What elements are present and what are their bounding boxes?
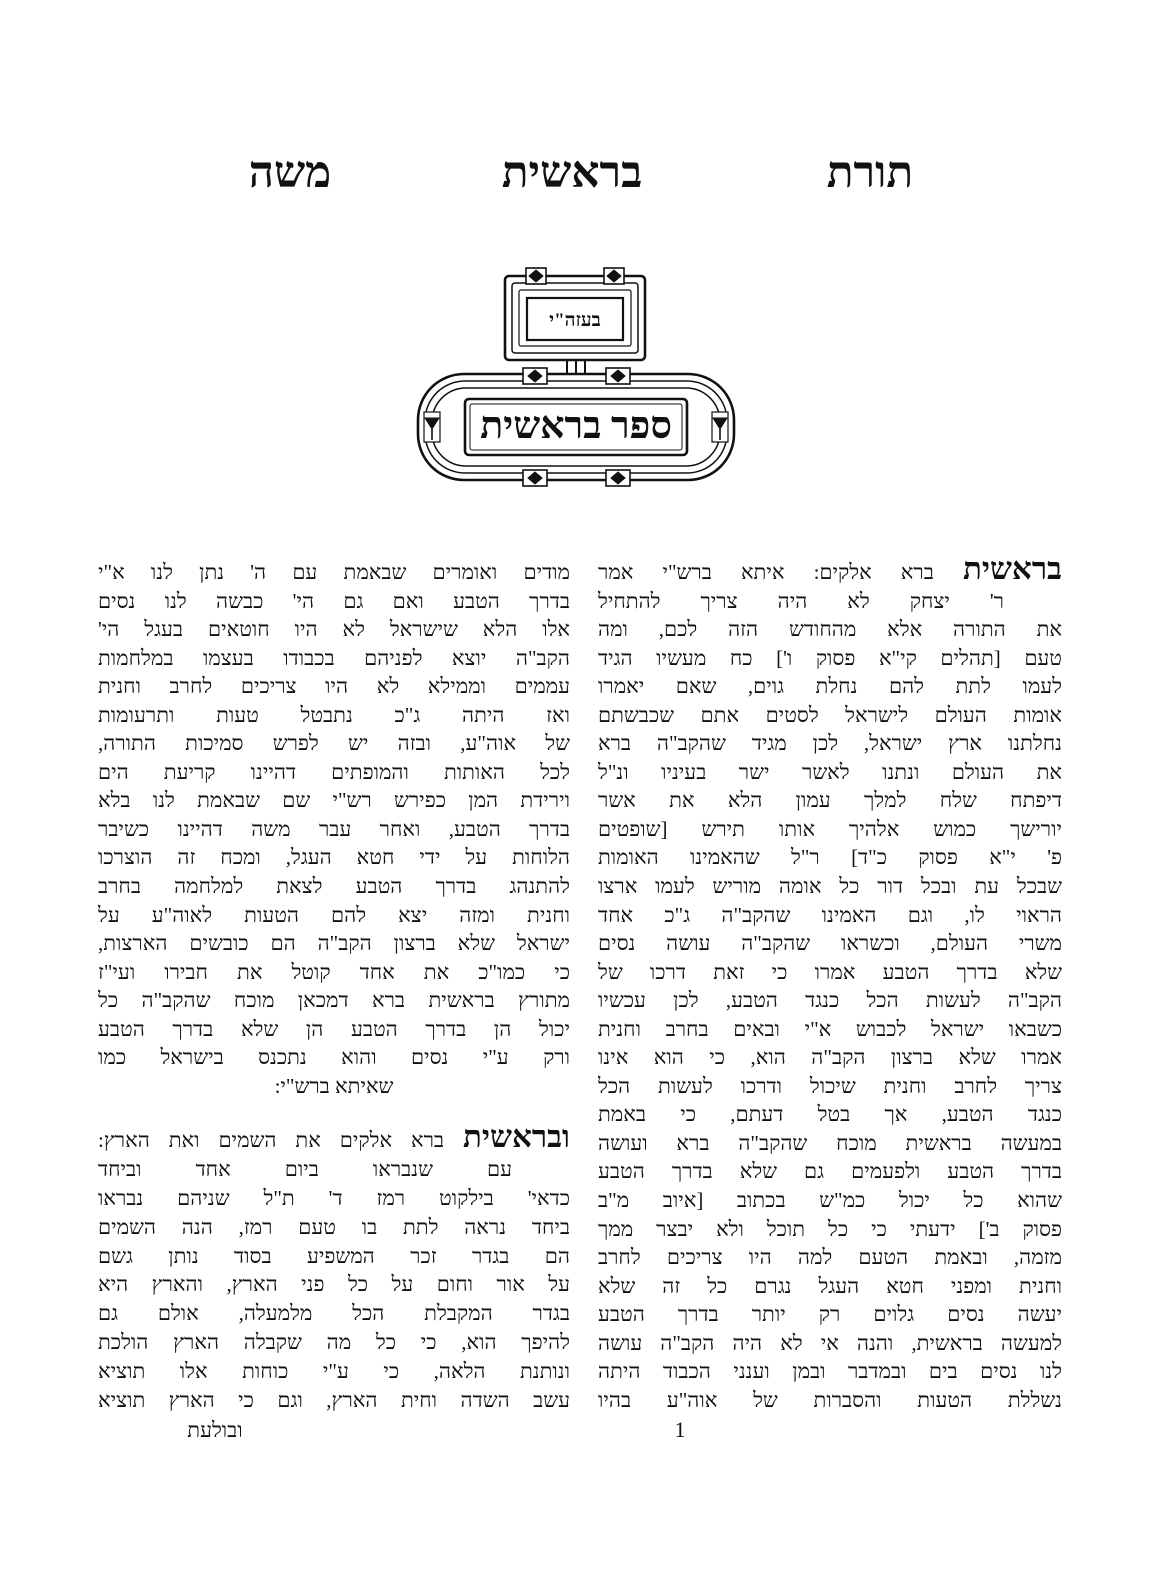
right-column-line: ר' יצחק לא היה צריך להתחיל (598, 588, 1004, 613)
diamond-ornament-icon (523, 368, 547, 384)
second-commentary (98, 1119, 570, 1415)
right-column-line: יעשה נסים גלוים רק יותר בדרך הטבע (598, 1302, 1062, 1327)
left-column-line: לכל האותות והמופתים דהיינו קריעת הים (98, 759, 570, 784)
right-column-line: למעשה בראשית, והנה אי לא היה הקב"ה עושה (598, 1330, 1062, 1355)
line-text: ברא אלקים: איתא ברש"י אמר (598, 560, 934, 584)
running-header-left: משה (248, 148, 332, 197)
right-column-line: לעמו לתת להם נחלת גוים, שאם יאמרו (598, 674, 1062, 699)
commentary-line: ונותנת הלאה, כי ע"י כוחות אלו תוציא (98, 1359, 570, 1384)
right-column-line: הראוי לו, וגם האמינו שהקב"ה ג"כ אחד (598, 902, 1062, 927)
left-column (98, 558, 570, 1100)
blessing-text: בעזה"י (549, 310, 601, 331)
commentary-line: ביחד נראה לתת בו טעם רמז, הנה השמים (98, 1214, 570, 1239)
right-column-line: כנגד הטבע, אך בטל דעתם, כי באמת (598, 1102, 1062, 1127)
right-column-line: פ' י"א פסוק כ"ד] ר"ל שהאמינו האומות (598, 845, 1062, 870)
left-column-line: הלוחות על ידי חטא העגל, ומכח זה הוצרכו (98, 845, 570, 870)
left-column-line: יכול הן בדרך הטבע הן שלא בדרך הטבע (98, 1016, 570, 1041)
title-ornament (410, 262, 740, 487)
right-column-line: יורישך כמוש אלהיך אותו תירש [שופטים (598, 816, 1062, 841)
left-column-closing-line: שאיתא ברש"י: (274, 1073, 394, 1098)
line-text: ברא אלקים את השמים ואת הארץ: (98, 1128, 445, 1152)
right-column-line: שהוא כל יכול כמ"ש בכתוב [איוב מ"ב (598, 1188, 1062, 1213)
left-column-line: וירידת המן כפירש רש"י שם שבאמת לנו בלא (98, 788, 570, 813)
diamond-ornament-icon (606, 368, 630, 384)
left-column-line: ואז היתה ג"כ נתבטל טעות ותרעומות (98, 702, 570, 727)
clasp-ornament-icon (526, 268, 546, 284)
arrow-ornament-icon (424, 412, 440, 442)
left-column-line: אלו הלא שישראל לא היו חוטאים בעגל הי' (98, 617, 570, 642)
right-column-line: וחנית ומפני חטא העגל נגרם כל זה שלא (598, 1273, 1062, 1298)
right-column-line: במעשה בראשית מוכח שהקב"ה ברא ועושה (598, 1130, 1062, 1155)
commentary-line: להיפך הוא, כי כל מה שקבלה הארץ הולכת (98, 1330, 570, 1355)
left-column-line: וחנית ומזה יצא להם הטעות לאוה"ע על (98, 902, 570, 927)
commentary-lead-word: בראשית (962, 551, 1062, 586)
commentary-line: בגדר המקבלת הכל מלמעלה, אולם גם (98, 1301, 570, 1326)
commentary-lead-word: ובראשית (463, 1119, 570, 1154)
commentary-line: עשב השדה וחית הארץ, וגם כי הארץ תוציא (98, 1388, 570, 1413)
left-column-line: להתנהג בדרך הטבע לצאת למלחמה בחרב (98, 874, 570, 899)
right-column (598, 551, 1062, 1414)
left-column-line: ישראל שלא ברצון הקב"ה הם כובשים הארצות, (98, 931, 570, 956)
left-column-line: הקב"ה יוצא לפניהם בכבודו בעצמו במלחמות (98, 645, 570, 670)
right-column-line: פסוק ב'] ידעתי כי כל תוכל ולא יבצר ממך (598, 1216, 1062, 1241)
left-column-line: מודים ואומרים שבאמת עם ה' נתן לנו א"י (98, 560, 570, 584)
right-column-line (598, 551, 1062, 587)
diamond-ornament-icon (606, 470, 630, 486)
commentary-line: עם שנבראו ביום אחד וביחד (98, 1156, 512, 1181)
right-column-line: לנו נסים בים ובמדבר ובמן וענני הכבוד היתה (598, 1359, 1062, 1384)
page-number: 1 (674, 1417, 686, 1442)
right-column-line: טעם [תהלים קי"א פסוק ו'] כח מעשיו הגיד (598, 645, 1062, 670)
right-column-line: שבכל עת ובכל דור כל אומה מוריש לעמו ארצו (598, 874, 1062, 899)
right-column-line: אומות העולם לישראל לסטים אתם שכבשתם (598, 702, 1062, 727)
left-column-line: של אוה"ע, ובזה יש לפרש סמיכות התורה, (98, 731, 570, 756)
left-column-line: בדרך הטבע, ואחר עבר משה דהיינו כשיבר (98, 816, 570, 841)
right-column-line: משרי העולם, וכשראו שהקב"ה עושה נסים (598, 931, 1062, 956)
left-column-line: מתורץ בראשית ברא דמכאן מוכח שהקב"ה כל (98, 988, 570, 1013)
left-column-line: כי כמו"כ את אחד קוטל את חבירו ועי"ז (98, 959, 570, 984)
right-column-line: אמרו שלא ברצון הקב"ה הוא, כי הוא אינו (598, 1045, 1062, 1070)
commentary-line: על אור וחום על כל פני הארץ, והארץ היא (98, 1272, 570, 1297)
commentary-heading-line (98, 1119, 570, 1155)
right-column-line: נחלתנו ארץ ישראל, לכן מגיד שהקב"ה ברא (598, 731, 1062, 756)
running-header-center: בראשית (501, 148, 643, 197)
right-column-line: נשללת הטעות והסברות של אוה"ע בהיו (598, 1387, 1062, 1412)
right-column-line: כשבאו ישראל לכבוש א"י ובאים בחרב וחנית (598, 1016, 1062, 1041)
clasp-ornament-icon (604, 268, 624, 284)
right-column-line: צריך לחרב וחנית שיכול ודרכו לעשות הכל (598, 1073, 1062, 1098)
right-column-line: את התורה אלא מהחודש הזה לכם, ומה (598, 617, 1062, 642)
running-header-right: תורת (826, 148, 914, 197)
right-column-line: הקב"ה לעשות הכל כנגד הטבע, לכן עכשיו (598, 988, 1062, 1013)
catchword: ובולעת (187, 1418, 243, 1442)
right-column-line: שלא בדרך הטבע אמרו כי זאת דרכו של (598, 959, 1062, 984)
right-column-line: בדרך הטבע ולפעמים גם שלא בדרך הטבע (598, 1159, 1062, 1184)
right-column-line: מזמה, ובאמת הטעם למה היו צריכים לחרב (598, 1245, 1062, 1270)
left-column-line: בדרך הטבע ואם גם הי' כבשה לנו נסים (98, 588, 570, 613)
commentary-line: כדאי' בילקוט רמז ד' ת"ל שניהם נבראו (98, 1185, 570, 1210)
diamond-ornament-icon (523, 470, 547, 486)
book-title-text: ספר בראשית (480, 405, 672, 447)
commentary-line: הם בגדר זכר המשפיע בסוד נותן גשם (98, 1243, 570, 1268)
arrow-ornament-icon (712, 412, 728, 442)
right-column-line: את העולם ונתנו לאשר ישר בעיניו ונ"ל (598, 759, 1062, 784)
left-column-line: עממים וממילא לא היו צריכים לחרב וחנית (98, 674, 570, 699)
right-column-line: דיפתח שלח למלך עמון הלא את אשר (598, 788, 1062, 813)
left-column-line: ורק ע"י נסים והוא נתכנס בישראל כמו (98, 1045, 570, 1070)
